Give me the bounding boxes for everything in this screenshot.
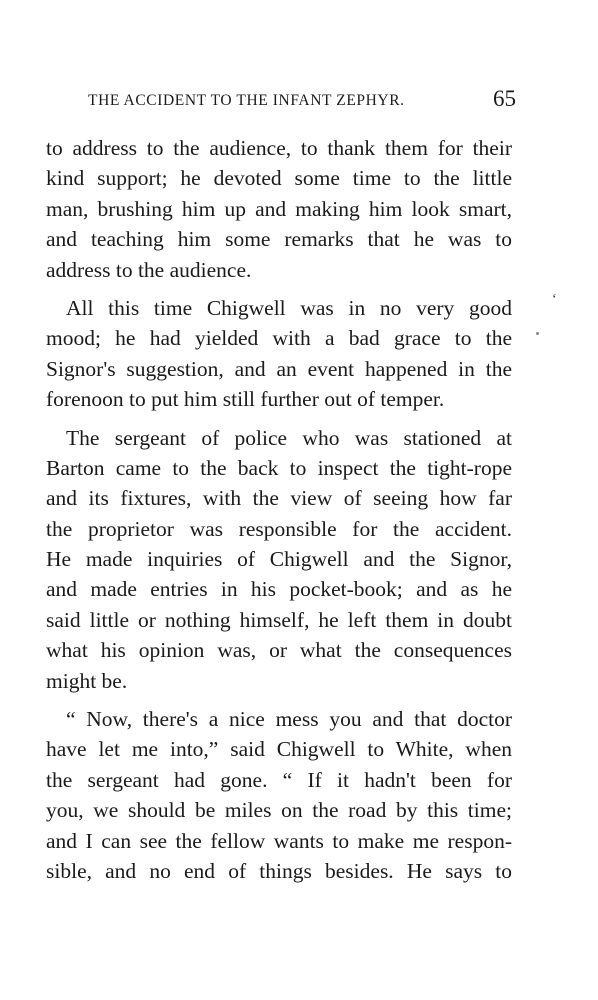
text-line: to address to the audience, to thank them for their bbox=[46, 136, 512, 160]
text-line: the proprietor was responsible for the accident. bbox=[46, 516, 512, 541]
text-line: you, we should be miles on the road by this time; bbox=[46, 798, 512, 823]
text-line: mood; he had yielded with a bad grace to the bbox=[46, 326, 512, 351]
text-line: address to the audience. bbox=[46, 257, 252, 282]
paragraph bbox=[46, 423, 512, 697]
margin-mark: ‘ bbox=[552, 292, 557, 307]
text-line: He made inquiries of Chigwell and the Signor, bbox=[46, 547, 512, 572]
page-number: 65 bbox=[493, 86, 516, 111]
text-line: Signor's suggestion, and an event happened in the bbox=[46, 356, 512, 381]
paragraph bbox=[46, 133, 512, 285]
text-line: and teaching him some remarks that he was to bbox=[46, 227, 512, 252]
text-line: forenoon to put him still further out of temper. bbox=[46, 387, 445, 412]
text-line: The sergeant of police who was stationed at bbox=[66, 425, 512, 450]
text-line: Barton came to the back to inspect the tight-rope bbox=[46, 455, 512, 480]
paragraph bbox=[46, 293, 512, 415]
text-line: All this time Chigwell was in no very good bbox=[66, 295, 512, 320]
text-line: and made entries in his pocket-book; and as he bbox=[46, 577, 512, 602]
paragraph bbox=[46, 704, 512, 886]
text-line: man, brushing him up and making him look smart, bbox=[46, 196, 512, 221]
text-line: the sergeant had gone. “ If it hadn't been for bbox=[46, 767, 512, 792]
running-head bbox=[88, 88, 516, 116]
text-line: “ Now, there's a nice mess you and that doctor bbox=[66, 707, 512, 732]
body-text bbox=[46, 133, 512, 886]
text-line: and I can see the fellow wants to make me respon- bbox=[46, 828, 512, 853]
margin-dot bbox=[536, 332, 539, 335]
text-line: might be. bbox=[46, 668, 128, 693]
text-line: kind support; he devoted some time to the little bbox=[46, 166, 512, 191]
text-line: sible, and no end of things besides. He says to bbox=[46, 858, 512, 883]
text-line: have let me into,” said Chigwell to White, when bbox=[46, 737, 512, 762]
running-title: THE ACCIDENT TO THE INFANT ZEPHYR. bbox=[88, 92, 405, 109]
text-line: said little or nothing himself, he left them in doubt bbox=[46, 607, 512, 632]
text-line: and its fixtures, with the view of seeing how far bbox=[46, 486, 512, 511]
text-line: what his opinion was, or what the consequences bbox=[46, 638, 512, 663]
